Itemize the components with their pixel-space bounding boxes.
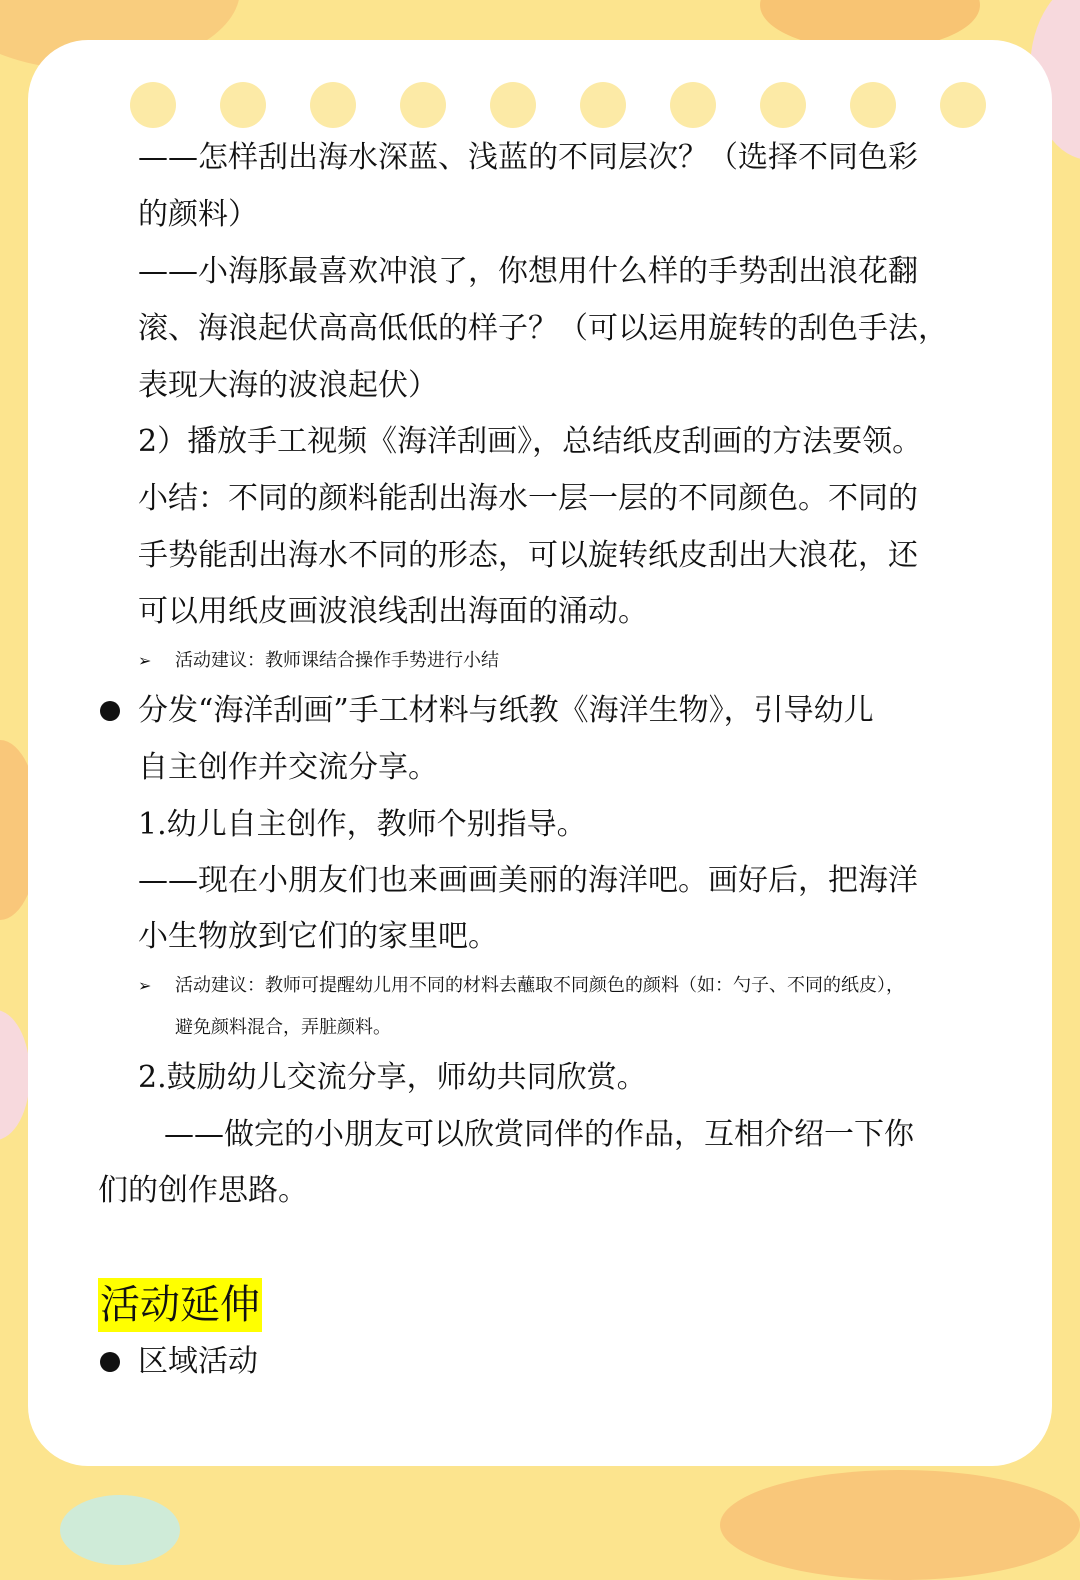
question-line: 滚、海浪起伏高高低低的样子？（可以运用旋转的刮色手法， <box>138 311 948 346</box>
bullet-dot-icon <box>100 701 120 721</box>
decor-dot <box>850 82 896 128</box>
activity-tip: 活动建议：教师课结合操作手势进行小结 <box>175 650 499 671</box>
question-line: ——小海豚最喜欢冲浪了，你想用什么样的手势刮出浪花翻 <box>138 254 918 289</box>
decor-dot <box>310 82 356 128</box>
decor-dot <box>760 82 806 128</box>
question-line: ——怎样刮出海水深蓝、浅蓝的不同层次？（选择不同色彩 <box>138 140 918 175</box>
extension-item: 区域活动 <box>138 1344 258 1379</box>
question-line: 表现大海的波浪起伏） <box>138 368 438 403</box>
arrow-bullet-icon: ➢ <box>138 651 152 670</box>
decor-blob-bottom-left <box>60 1495 180 1565</box>
summary-line: 小结：不同的颜料能刮出海水一层一层的不同颜色。不同的 <box>138 481 918 516</box>
bullet-dot-icon <box>100 1352 120 1372</box>
arrow-bullet-icon: ➢ <box>138 976 152 995</box>
question-line: 的颜料） <box>138 197 258 232</box>
decor-dot <box>670 82 716 128</box>
share-line: 们的创作思路。 <box>98 1173 308 1208</box>
summary-line: 手势能刮出海水不同的形态，可以旋转纸皮刮出大浪花，还 <box>138 538 918 573</box>
activity-tip: 避免颜料混合，弄脏颜料。 <box>175 1017 391 1038</box>
activity-tip: 活动建议：教师可提醒幼儿用不同的材料去蘸取不同颜色的颜料（如：勺子、不同的纸皮）， <box>175 975 904 996</box>
summary-line: 可以用纸皮画波浪线刮出海面的涌动。 <box>138 594 648 629</box>
step-line: 1.幼儿自主创作，教师个别指导。 <box>138 807 587 842</box>
decor-blob-bottom-right <box>720 1470 1080 1580</box>
method-step-line: 2）播放手工视频《海洋刮画》，总结纸皮刮画的方法要领。 <box>138 424 923 459</box>
decor-dot-row <box>130 82 990 128</box>
step-line: 分发“海洋刮画”手工材料与纸教《海洋生物》，引导幼儿 <box>138 693 874 728</box>
share-line: ——做完的小朋友可以欣赏同伴的作品，互相介绍一下你 <box>164 1117 914 1152</box>
share-line: 2.鼓励幼儿交流分享，师幼共同欣赏。 <box>138 1060 647 1095</box>
section-heading: 活动延伸 <box>98 1278 262 1332</box>
step-line: 自主创作并交流分享。 <box>138 750 438 785</box>
decor-dot <box>130 82 176 128</box>
step-line: 小生物放到它们的家里吧。 <box>138 919 498 954</box>
decor-dot <box>220 82 266 128</box>
decor-dot <box>400 82 446 128</box>
decor-dot <box>940 82 986 128</box>
decor-blob-left-lower <box>0 1010 30 1140</box>
decor-dot <box>490 82 536 128</box>
decor-dot <box>580 82 626 128</box>
step-line: ——现在小朋友们也来画画美丽的海洋吧。画好后，把海洋 <box>138 863 918 898</box>
